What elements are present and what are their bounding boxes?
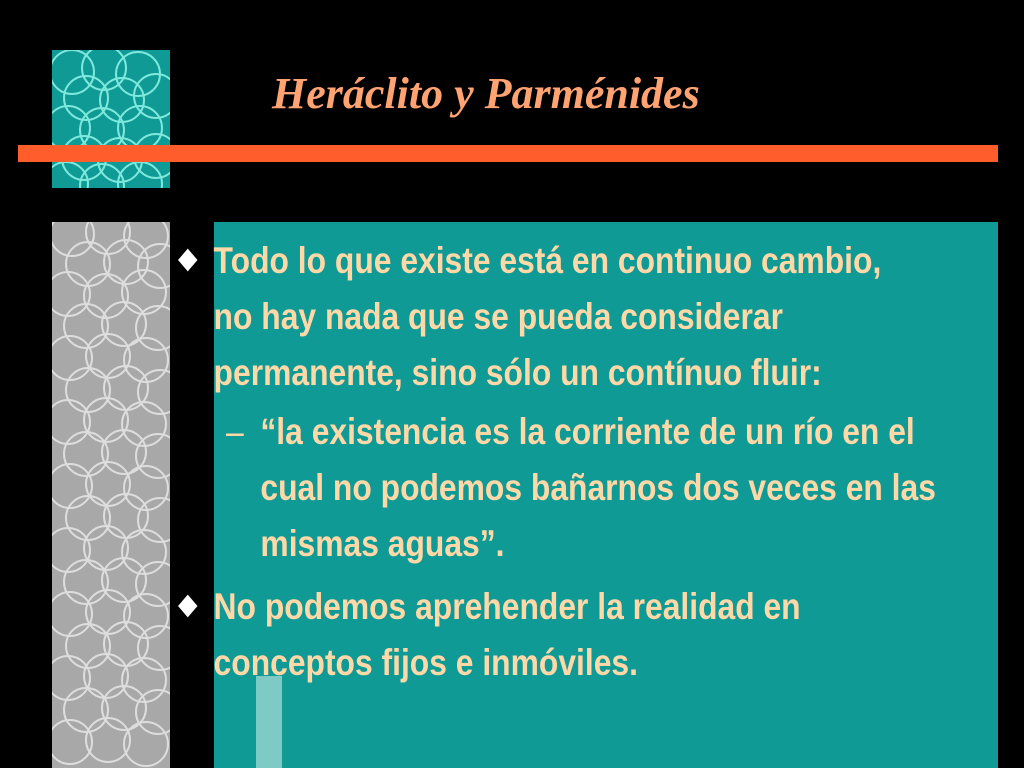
bullet-item [174, 233, 888, 401]
sub-bullet-item [226, 404, 983, 572]
dash-marker: – [226, 411, 244, 452]
diamond-bullet-icon [178, 249, 197, 272]
bullet-text: Todo lo que existe está en continuo cambio, no hay nada que se pueda considerar permanente, sino sólo un contínuo fluir: [213, 240, 882, 393]
bullet-text: No podemos aprehender la realidad en conceptos fijos e inmóviles. [213, 586, 801, 683]
diamond-bullet-icon [178, 595, 197, 618]
slide-title: Heráclito y Parménides [272, 69, 700, 118]
sub-bullet-text: “la existencia es la corriente de un río en el cual no podemos bañarnos dos veces en las mismas aguas”. [260, 411, 936, 564]
bullet-item [174, 579, 888, 691]
